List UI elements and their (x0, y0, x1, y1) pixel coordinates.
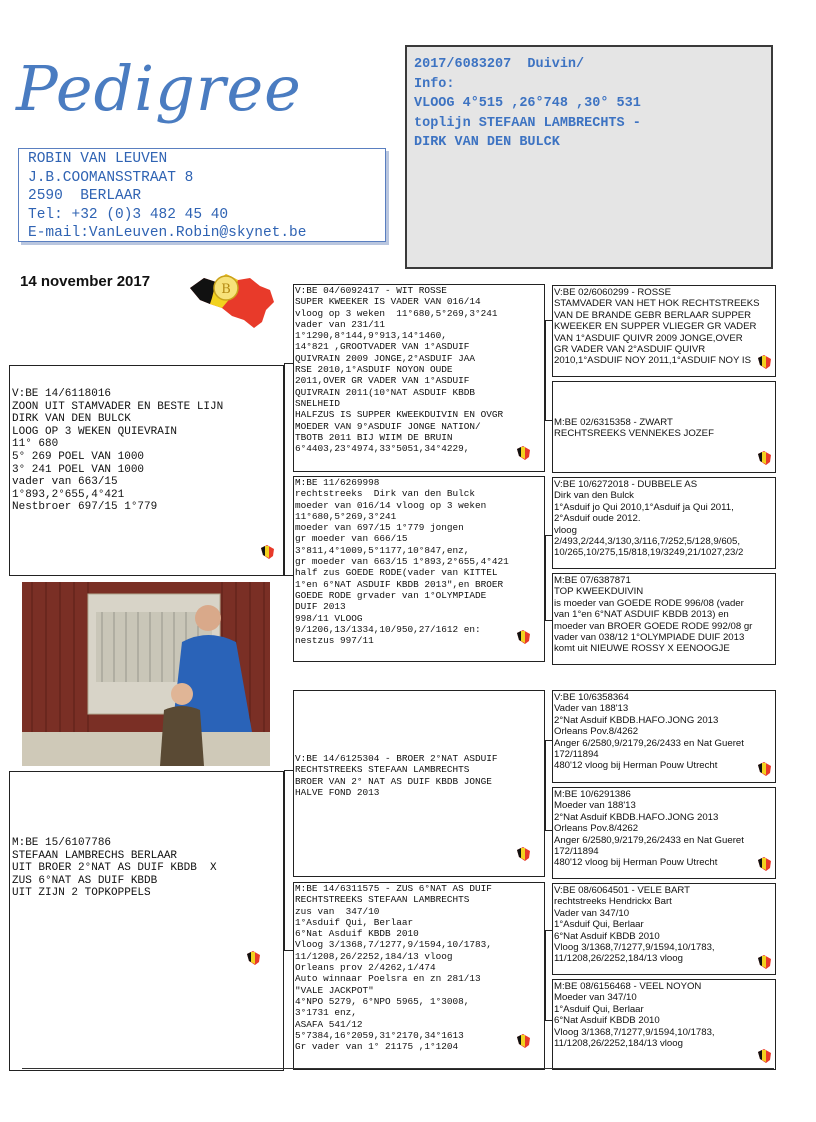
belgium-map-logo (186, 266, 282, 336)
ggd-box-1 (552, 381, 776, 473)
pedigree-line: M:BE 08/6156468 - VEEL NOYON (554, 981, 702, 992)
belgium-flag-icon (757, 1048, 772, 1064)
pedigree-line: Gr vader van 1° 21175 ,1°1204 (295, 1041, 459, 1053)
pedigree-line: 10/265,10/275,15/818,19/3249,21/1027,23/2 (554, 547, 744, 559)
info-line: DIRK VAN DEN BULCK (414, 135, 560, 150)
pedigree-line: VAN DE BRANDE GEBR BERLAAR SUPPER (554, 309, 752, 321)
pedigree-line: vloog (554, 524, 577, 536)
pedigree-line: "VALE JACKPOT" (295, 984, 374, 996)
pedigree-line: ASAFA 541/12 (295, 1018, 363, 1030)
pedigree-line: is moeder van GOEDE RODE 996/08 (vader (554, 597, 744, 609)
pedigree-line: SNELHEID (295, 397, 341, 409)
granddam-maternal-box (293, 882, 545, 1070)
belgium-flag-icon (757, 354, 772, 370)
pedigree-line: zus van 347/10 (295, 905, 380, 917)
pedigree-line: Vloog 3/1368,7/1277,9/1594,10/1783, (554, 1026, 715, 1038)
dam-line: M:BE 15/6107786 (12, 837, 112, 849)
sire-line: 1°893,2°655,4°421 (12, 488, 125, 501)
pedigree-line: 480'12 vloog bij Herman Pouw Utrecht (554, 760, 718, 772)
pedigree-line: moeder van 016/14 vloog op 3 weken (295, 499, 487, 511)
svg-text:B: B (221, 282, 231, 297)
pedigree-line: Dirk van den Bulck (554, 490, 634, 502)
pedigree-line: komt uit NIEUWE ROSSY X EENOOGJE (554, 643, 730, 655)
pedigree-line: M:BE 11/6269998 (295, 477, 380, 488)
dam-line: ZUS 6°NAT AS DUIF KBDB (12, 874, 158, 887)
pedigree-line: DUIF 2013 (295, 601, 346, 613)
pedigree-line: 172/11894 (554, 749, 599, 761)
pedigree-line: 1°Asduif Qui, Berlaar (554, 1003, 644, 1015)
pedigree-line: M:BE 10/6291386 (554, 789, 631, 800)
pedigree-line: STAMVADER VAN HET HOK RECHTSTREEKS (554, 298, 760, 310)
pedigree-line: Orleans Pov.8/4262 (554, 823, 639, 835)
pedigree-line: 5°7384,16°2059,31°2170,34°1613 (295, 1029, 464, 1041)
pedigree-line: 3°1731 enz, (295, 1007, 357, 1019)
pedigree-line: GOEDE RODE grvader van 1°OLYMPIADE (295, 589, 487, 601)
pedigree-line: Vloog 3/1368,7/1277,9/1594,10/1783, (554, 942, 715, 954)
pedigree-line: 2010,1°ASDUIF NOY 2011,1°ASDUIF NOY IS (554, 355, 751, 367)
sire-line: 5° 269 POEL VAN 1000 (12, 450, 145, 463)
belgium-flag-icon (757, 761, 772, 777)
pedigree-line: GR VADER VAN 2°ASDUIF QUIVR (554, 344, 706, 356)
owner-city: 2590 BERLAAR (28, 188, 142, 204)
pedigree-line: 2°Nat Asduif KBDB.HAFO.JONG 2013 (554, 714, 719, 726)
pedigree-line: 6°4403,23°4974,33°5051,34°4229, (295, 443, 470, 455)
sire-line: 3° 241 POEL VAN 1000 (12, 463, 145, 476)
ggd-box-4 (552, 979, 776, 1070)
pedigree-line: KWEEKER EN SUPPER VLIEGER GR VADER (554, 321, 757, 333)
pedigree-line: 2/493,2/244,3/130,3/116,7/252,5/128,9/605, (554, 536, 741, 548)
info-line: Info: (414, 76, 455, 92)
sire-line: ZOON UIT STAMVADER EN BESTE LIJN (12, 400, 224, 413)
pedigree-line: V:BE 14/6125304 - BROER 2°NAT ASDUIF (295, 753, 498, 764)
pedigree-line: M:BE 14/6311575 - ZUS 6°NAT AS DUIF (295, 883, 492, 894)
info-line: VLOOG 4°515 ,26°748 ,30° 531 (414, 96, 641, 111)
pedigree-line: 2°Asduif oude 2012. (554, 513, 641, 525)
pedigree-line: 11/1208,26/2252,184/13 vloog (554, 953, 683, 965)
pedigree-line: HALFZUS IS SUPPER KWEEKDUIVIN EN OVGR (295, 409, 504, 421)
belgium-flag-icon (246, 950, 261, 966)
pedigree-line: 11/1208,26/2252,184/13 vloog (295, 950, 453, 962)
pedigree-line: vader van 231/11 (295, 318, 386, 330)
belgium-flag-icon (516, 445, 531, 461)
pedigree-line: 998/11 VLOOG (295, 612, 363, 624)
pedigree-line: van 1°en 6°NAT ASDUIF KBDB 2013) en (554, 609, 729, 621)
pedigree-line: QUIVRAIN 2009 JONGE,2°ASDUIF JAA (295, 352, 476, 364)
pedigree-line: vloog op 3 weken 11°680,5°269,3°241 (295, 307, 498, 319)
pedigree-line: 6°Nat Asduif KBDB 2010 (295, 928, 419, 940)
belgium-flag-icon (516, 629, 531, 645)
owner-address-box (18, 148, 386, 242)
owner-street: J.B.COOMANSSTRAAT 8 (28, 169, 194, 186)
pedigree-line: 172/11894 (554, 846, 599, 858)
pedigree-line: RECHTSTREEKS STEFAAN LAMBRECHTS (295, 764, 470, 776)
pedigree-line: MOEDER VAN 9°ASDUIF JONGE NATION/ (295, 420, 481, 432)
pedigree-line: 9/1206,13/1334,10/950,27/1612 en: (295, 623, 481, 635)
pedigree-line: Vloog 3/1368,7/1277,9/1594,10/1783, (295, 939, 492, 951)
dam-box (9, 771, 284, 1071)
pedigree-line: Moeder van 347/10 (554, 992, 637, 1004)
pedigree-line: SUPER KWEEKER IS VADER VAN 016/14 (295, 296, 481, 308)
pedigree-line: V:BE 10/6272018 - DUBBELE AS (554, 479, 698, 490)
pedigree-line: Anger 6/2580,9/2179,26/2433 en Nat Gueret (554, 834, 744, 846)
ggs-box-1 (552, 285, 776, 377)
pedigree-line: 3°811,4°1009,5°1177,10°847,enz, (295, 544, 470, 556)
pedigree-line: half zus GOEDE RODE(vader van KITTEL (295, 567, 498, 579)
pedigree-line: Vader van 188'13 (554, 703, 629, 715)
owner-phone: Tel: +32 (0)3 482 45 40 (28, 206, 229, 223)
info-line: 2017/6083207 Duivin/ (414, 57, 585, 72)
breeder-photo (22, 582, 270, 766)
pedigree-line: 2°Nat Asduif KBDB.HAFO.JONG 2013 (554, 811, 719, 823)
pigeon-info-box (405, 45, 773, 269)
ggs-box-2 (552, 477, 776, 569)
dam-line: UIT ZIJN 2 TOPKOPPELS (12, 887, 151, 900)
pedigree-line: 1°en 6°NAT ASDUIF KBDB 2013",en BROER (295, 578, 504, 590)
dam-line: STEFAAN LAMBRECHS BERLAAR (12, 849, 178, 862)
pedigree-line: Vader van 347/10 (554, 907, 630, 919)
pedigree-line: 6°Nat Asduif KBDB 2010 (554, 1015, 660, 1027)
pedigree-line: Orleans prov 2/4262,1/474 (295, 962, 436, 974)
pedigree-line: vader van 038/12 1°OLYMPIADE DUIF 2013 (554, 632, 745, 644)
pedigree-line: V:BE 10/6358364 (554, 692, 629, 703)
pedigree-line: 4°NPO 5279, 6°NPO 5965, 1°3008, (295, 995, 470, 1007)
pedigree-line: moeder van BROER GOEDE RODE 992/08 gr (554, 620, 753, 632)
pedigree-line: M:BE 02/6315358 - ZWART (554, 417, 673, 428)
pedigree-line: Anger 6/2580,9/2179,26/2433 en Nat Gueret (554, 737, 744, 749)
pedigree-line: RECHTSTREEKS STEFAAN LAMBRECHTS (295, 894, 470, 906)
belgium-flag-icon (757, 954, 772, 970)
owner-name: ROBIN VAN LEUVEN (28, 151, 168, 167)
belgium-flag-icon (516, 1033, 531, 1049)
pedigree-line: gr moeder van 663/15 1°893,2°655,4°421 (295, 556, 509, 568)
pedigree-line: QUIVRAIN 2011(10°NAT ASDUIF KBDB (295, 386, 476, 398)
pedigree-line: rechtstreeks Dirk van den Bulck (295, 488, 476, 500)
pedigree-line: 1°1290,8°144,9°913,14°1460, (295, 330, 447, 342)
pedigree-line: BROER VAN 2° NAT AS DUIF KBDB JONGE (295, 775, 492, 787)
granddam-paternal-box (293, 476, 545, 662)
dam-line: UIT BROER 2°NAT AS DUIF KBDB X (12, 862, 217, 875)
pedigree-line: 1°Asduif Qui, Berlaar (554, 919, 644, 931)
pedigree-line: RSE 2010,1°ASDUIF NOYON OUDE (295, 364, 453, 376)
ggd-box-2 (552, 573, 776, 665)
pedigree-line: 1°Asduif Qui, Berlaar (295, 916, 414, 928)
belgium-flag-icon (516, 846, 531, 862)
pedigree-line: Orleans Pov.8/4262 (554, 726, 639, 738)
pedigree-line: 11°680,5°269,3°241 (295, 510, 397, 522)
pedigree-line: nestzus 997/11 (295, 635, 374, 647)
pedigree-line: 11/1208,26/2252,184/13 vloog (554, 1038, 683, 1050)
sire-line: DIRK VAN DEN BULCK (12, 413, 131, 426)
pedigree-line: 1°Asduif jo Qui 2010,1°Asduif ja Qui 2011, (554, 501, 734, 513)
pedigree-line: Moeder van 188'13 (554, 800, 636, 812)
pedigree-line: M:BE 07/6387871 (554, 575, 631, 586)
bottom-rule (22, 1068, 774, 1069)
pedigree-line: V:BE 08/6064501 - VELE BART (554, 885, 690, 896)
pedigree-line: Auto winnaar Poelsra en zn 281/13 (295, 973, 481, 985)
pedigree-date: 14 november 2017 (20, 273, 151, 290)
sire-line: Nestbroer 697/15 1°779 (12, 501, 158, 514)
pedigree-line: gr moeder van 666/15 (295, 533, 408, 545)
pedigree-line: 2011,OVER GR VADER VAN 1°ASDUIF (295, 375, 470, 387)
grandsire-maternal-box (293, 690, 545, 877)
pedigree-line: TOP KWEEKDUIVIN (554, 586, 644, 598)
pedigree-line: rechtstreeks Hendrickx Bart (554, 896, 672, 908)
ggd-box-3 (552, 787, 776, 879)
pedigree-line: 14°821 ,GROOTVADER VAN 1°ASDUIF (295, 341, 470, 353)
pedigree-line: 6°Nat Asduif KBDB 2010 (554, 930, 660, 942)
belgium-flag-icon (757, 450, 772, 466)
sire-line: 11° 680 (12, 438, 59, 451)
pedigree-line: RECHTSREEKS VENNEKES JOZEF (554, 428, 714, 440)
sire-line: vader van 663/15 (12, 476, 118, 489)
ggs-box-4 (552, 883, 776, 975)
pedigree-line: V:BE 04/6092417 - WIT ROSSE (295, 285, 447, 296)
pedigree-line: HALVE FOND 2013 (295, 786, 380, 798)
pedigree-line: moeder van 697/15 1°779 jongen (295, 522, 464, 534)
belgium-flag-icon (757, 856, 772, 872)
sire-line: LOOG OP 3 WEKEN QUIEVRAIN (12, 425, 178, 438)
sire-box (9, 365, 284, 576)
info-line: toplijn STEFAAN LAMBRECHTS - (414, 115, 641, 131)
pedigree-line: TBOTB 2011 BIJ WIIM DE BRUIN (295, 431, 453, 443)
ggs-box-3 (552, 690, 776, 783)
pedigree-line: 480'12 vloog bij Herman Pouw Utrecht (554, 857, 718, 869)
belgium-flag-icon (260, 544, 275, 560)
sire-line: V:BE 14/6118016 (12, 388, 112, 400)
page-title: Pedigree (16, 52, 302, 125)
pedigree-line: V:BE 02/6060299 - ROSSE (554, 287, 671, 298)
owner-email: E-mail:VanLeuven.Robin@skynet.be (28, 225, 307, 241)
grandsire-paternal-box (293, 284, 545, 472)
pedigree-line: VAN 1°ASDUIF QUIVR 2009 JONGE,OVER (554, 332, 743, 344)
